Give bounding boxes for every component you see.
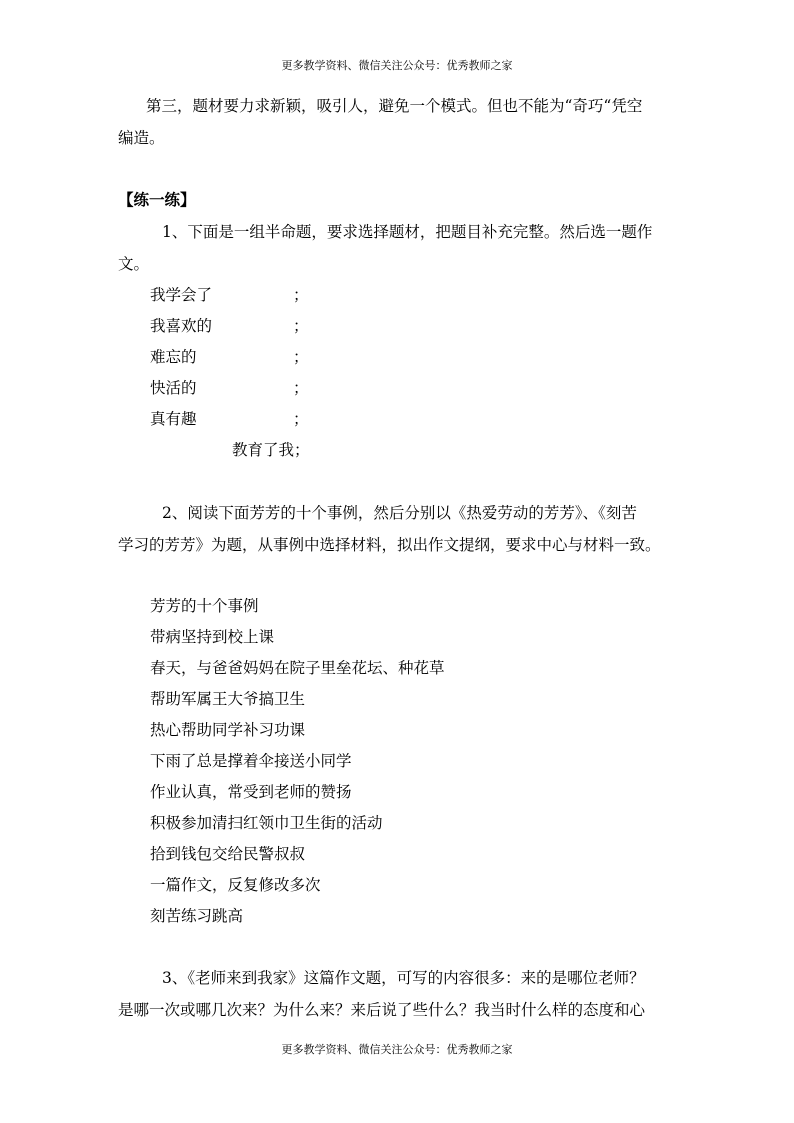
fill-in-item-separator: ； [293,286,309,304]
example-item: 热心帮助同学补习功课 [150,721,306,739]
fill-in-item-separator: ； [293,379,309,397]
exercise-2-line-1: 2、阅读下面芳芳的十个事例，然后分别以《热爱劳动的芳芳》、《刻苦 [162,504,637,522]
exercise-1-line-1: 1、下面是一组半命题，要求选择题材，把题目补充完整。然后选一题作 [162,223,653,241]
example-item: 帮助军属王大爷搞卫生 [150,690,306,708]
examples-list-title: 芳芳的十个事例 [150,597,259,615]
fill-in-item: 快活的 [150,379,197,397]
exercise-3-line-1: 3、《老师来到我家》这篇作文题，可写的内容很多：来的是哪位老师？ [162,969,645,987]
intro-line-2: 编造。 [118,129,165,147]
page-footer: 更多教学资料、微信关注公众号：优秀教师之家 [281,1043,513,1056]
fill-in-item: 我喜欢的 [150,317,213,335]
page-header: 更多教学资料、微信关注公众号：优秀教师之家 [281,59,513,72]
section-title: 【练一练】 [118,190,196,209]
example-item: 作业认真，常受到老师的赞扬 [150,783,352,801]
fill-in-item-separator: ； [293,410,309,428]
fill-in-item-separator: ； [293,317,309,335]
example-item: 拾到钱包交给民警叔叔 [150,845,306,863]
fill-in-item-separator: ； [293,348,309,366]
example-item: 带病坚持到校上课 [150,628,275,646]
exercise-2-line-2: 学习的芳芳》为题，从事例中选择材料，拟出作文提纲，要求中心与材料一致。 [118,536,661,554]
example-item: 积极参加清扫红领巾卫生街的活动 [150,814,383,832]
example-item: 春天，与爸爸妈妈在院子里垒花坛、种花草 [150,659,445,677]
fill-in-item-last: 教育了我； [232,441,310,459]
exercise-1-line-2: 文。 [118,255,150,273]
exercise-3-line-2: 是哪一次或哪几次来？为什么来？来后说了些什么？我当时什么样的态度和心 [118,1001,646,1019]
example-item: 刻苦练习跳高 [150,907,244,925]
intro-line-1: 第三，题材要力求新颖，吸引人，避免一个模式。但也不能为“奇巧“凭空 [146,97,643,115]
example-item: 下雨了总是撑着伞接送小同学 [150,752,352,770]
fill-in-item: 我学会了 [150,286,213,304]
fill-in-item: 真有趣 [150,410,197,428]
example-item: 一篇作文，反复修改多次 [150,876,321,894]
fill-in-item: 难忘的 [150,348,197,366]
